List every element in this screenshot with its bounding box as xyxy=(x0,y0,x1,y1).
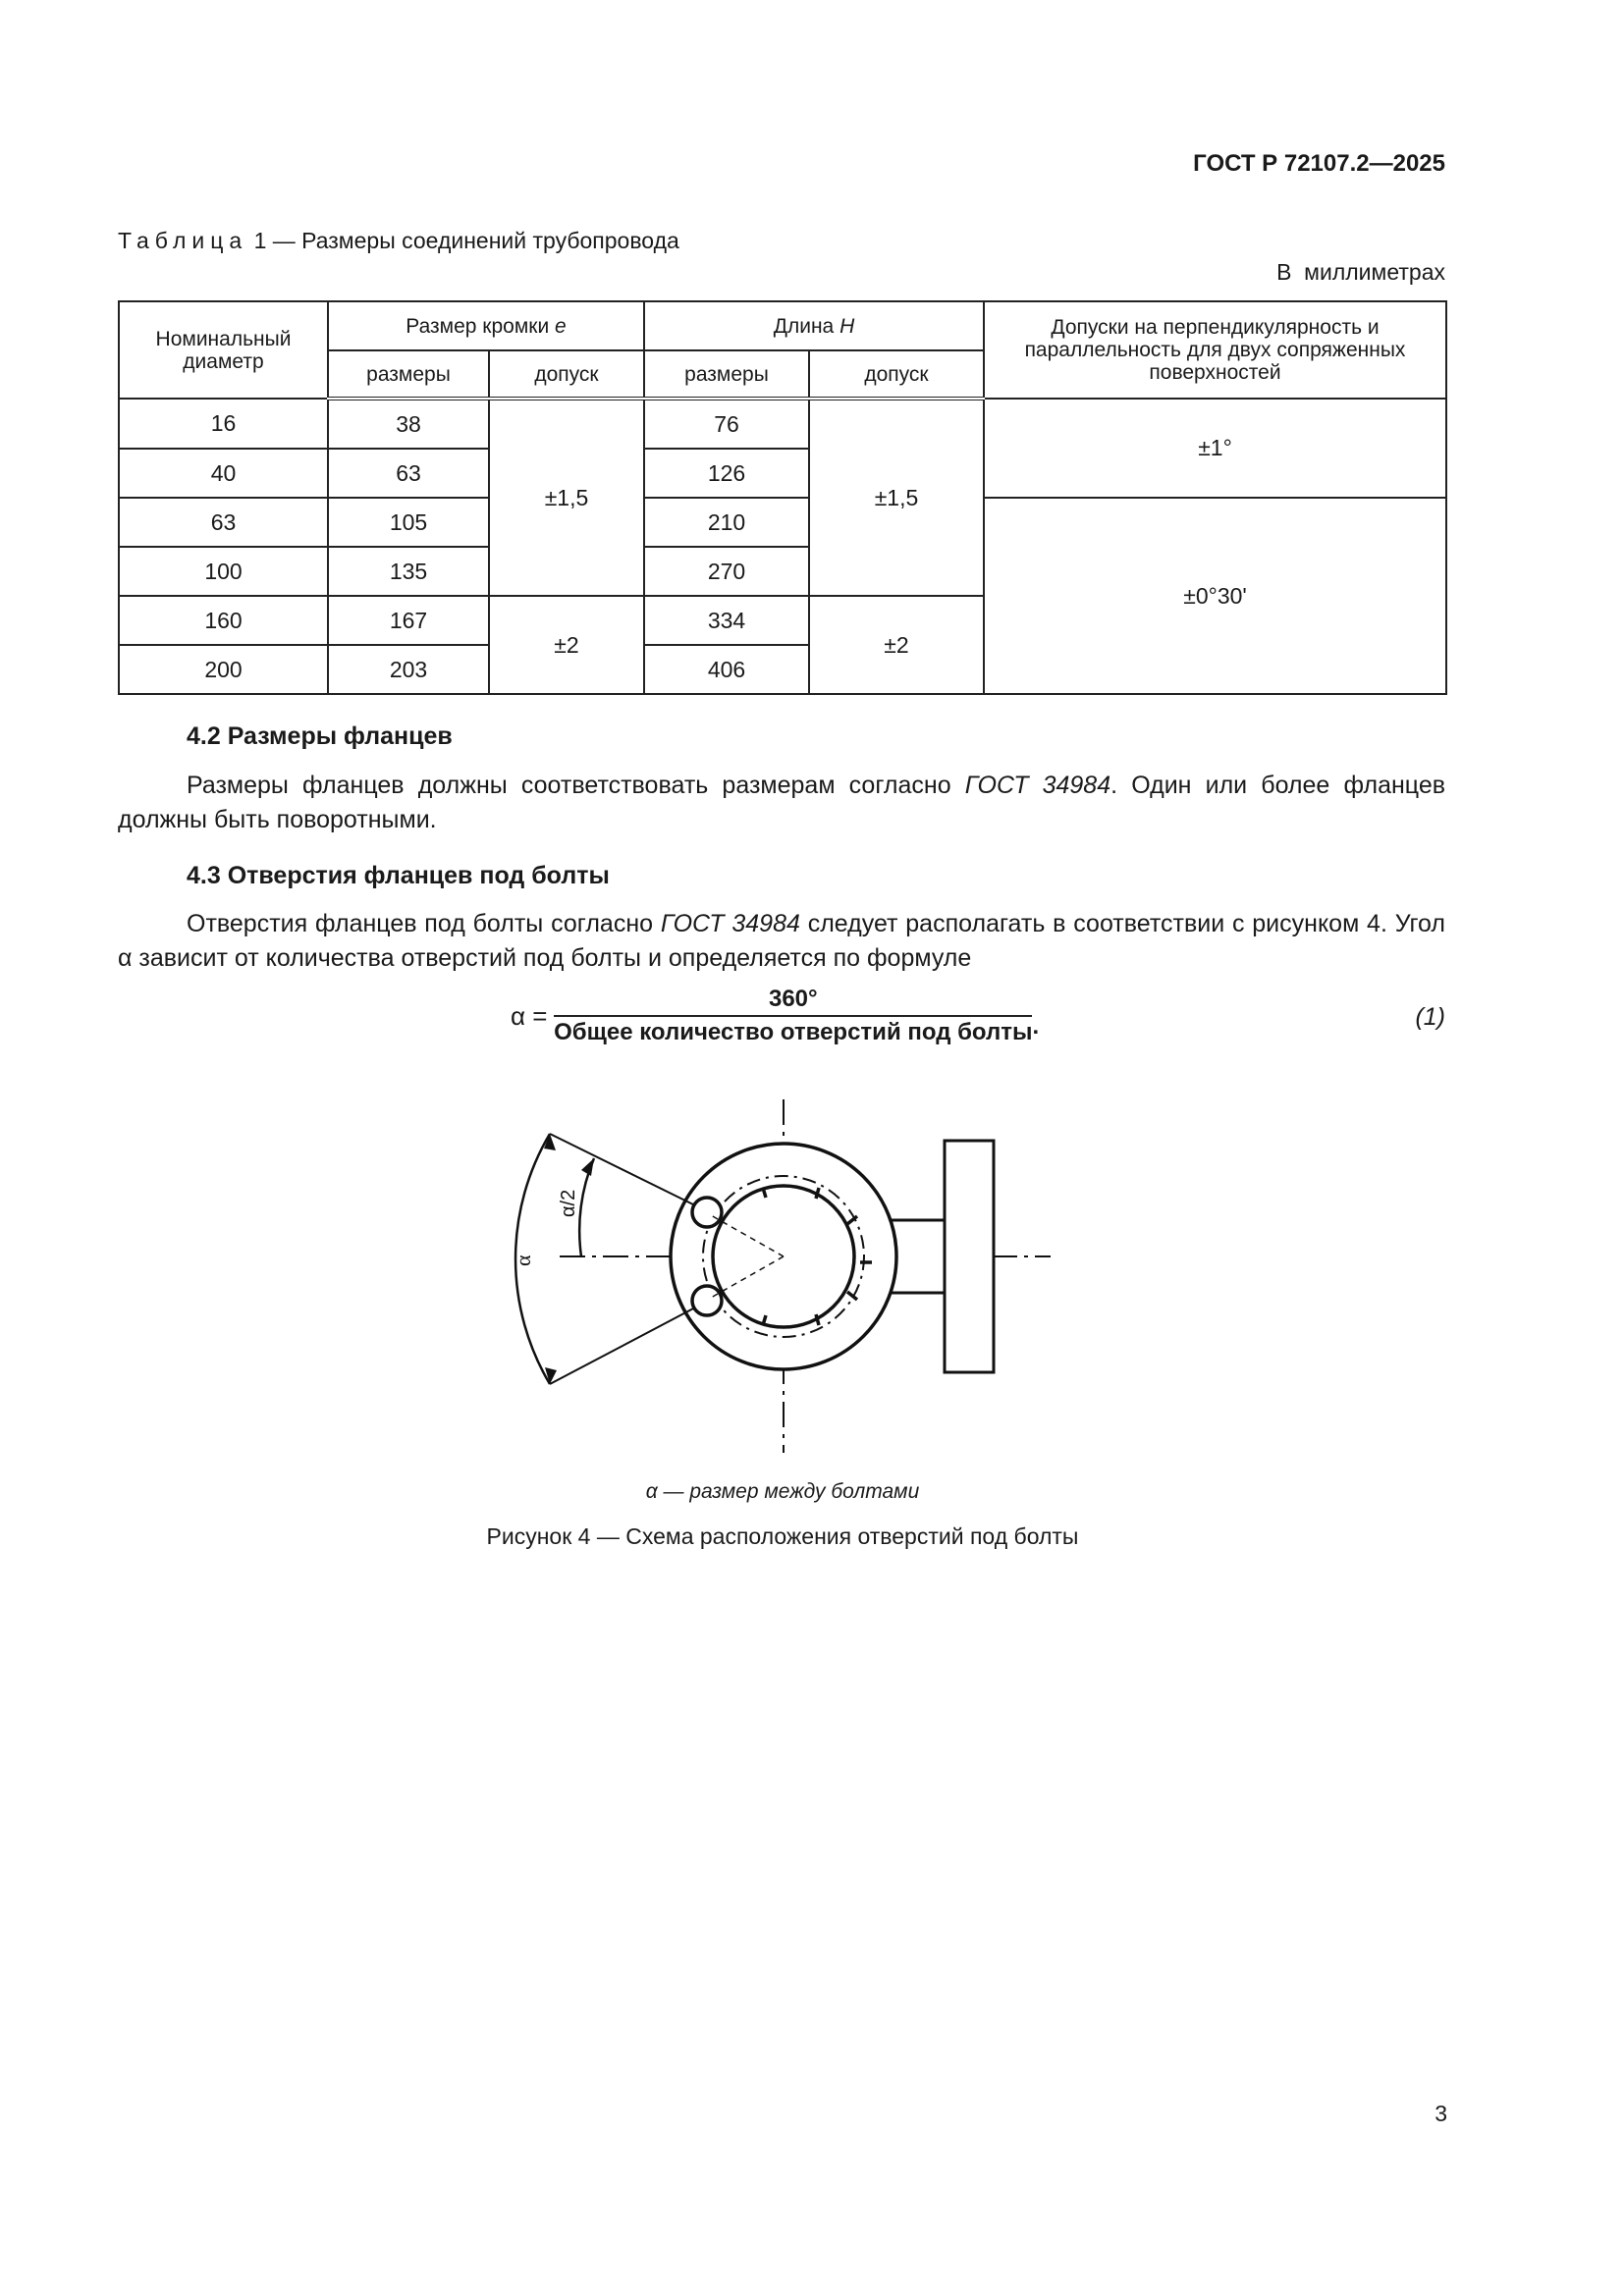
page-number: 3 xyxy=(1435,2101,1447,2126)
cell-e: 203 xyxy=(328,645,489,694)
section-4-3-heading: 4.3 Отверстия фланцев под болты xyxy=(187,862,610,889)
header-tolerances: Допуски на перпендикулярность и параллельность для двух сопряженных поверхностей xyxy=(984,301,1446,399)
table-row xyxy=(119,498,1446,547)
half-alpha-arrow xyxy=(581,1158,594,1176)
formula-denominator: Общее количество отверстий под болты xyxy=(554,1019,1033,1045)
header-length-sizes: размеры xyxy=(644,350,809,399)
half-alpha-label: α/2 xyxy=(558,1189,579,1217)
table-units: В миллиметрах xyxy=(1276,259,1445,285)
formula-numerator: 360° xyxy=(554,986,1032,1017)
section-4-2-paragraph: Размеры фланцев должны соответствовать размерам согласно ГОСТ 34984. Один или более фланцев должны быть поворотными. xyxy=(118,772,1446,833)
extension-line-lower xyxy=(550,1308,695,1384)
flange-bolt-diagram xyxy=(471,1090,1080,1463)
formula: α = 360° Общее количество отверстий под болты . xyxy=(511,986,1040,1045)
cell-perp-tolerance: ±1° xyxy=(984,399,1446,498)
cell-e-tolerance: ±1,5 xyxy=(489,399,644,596)
cell-e: 167 xyxy=(328,596,489,645)
cell-dn: 160 xyxy=(119,596,328,645)
cell-dn: 200 xyxy=(119,645,328,694)
cell-h-tolerance: ±2 xyxy=(809,596,984,694)
cell-dn: 63 xyxy=(119,498,328,547)
cell-dn: 16 xyxy=(119,399,328,449)
header-edge-sizes: размеры xyxy=(328,350,489,399)
document-code: ГОСТ Р 72107.2—2025 xyxy=(1193,150,1445,177)
bolt-hole-lower xyxy=(692,1286,722,1315)
cell-h: 126 xyxy=(644,449,809,498)
formula-lhs: α = xyxy=(511,1000,548,1031)
cell-e: 63 xyxy=(328,449,489,498)
header-nominal-diameter: Номинальный диаметр xyxy=(119,301,328,399)
cell-h-tolerance: ±1,5 xyxy=(809,399,984,596)
cell-dn: 100 xyxy=(119,547,328,596)
alpha-label: α xyxy=(511,1255,535,1266)
cell-e-tolerance: ±2 xyxy=(489,596,644,694)
table-caption-text: 1 — Размеры соединений трубопровода xyxy=(253,228,679,253)
figure-caption: Рисунок 4 — Схема расположения отверстий под болты xyxy=(486,1523,1079,1549)
cell-h: 406 xyxy=(644,645,809,694)
formula-number: (1) xyxy=(1415,1003,1445,1031)
end-flange xyxy=(945,1141,994,1372)
header-length-tolerance: допуск xyxy=(809,350,984,399)
cell-e: 135 xyxy=(328,547,489,596)
cell-h: 334 xyxy=(644,596,809,645)
bolt-hole-upper xyxy=(692,1198,722,1227)
dimensions-table xyxy=(118,300,1447,695)
cell-h: 76 xyxy=(644,399,809,449)
header-edge-size: Размер кромки e xyxy=(328,301,644,350)
section-4-3-paragraph: Отверстия фланцев под болты согласно ГОСТ 34984 следует располагать в соответствии с рисунком 4. Угол α зависит от количества отверстий под болты и определяется по формуле xyxy=(118,910,1445,972)
cell-h: 210 xyxy=(644,498,809,547)
table-caption-label: Таблица xyxy=(118,228,248,253)
figure-legend: α — размер между болтами xyxy=(645,1480,920,1503)
cell-perp-tolerance: ±0°30' xyxy=(984,498,1446,694)
section-4-2-heading: 4.2 Размеры фланцев xyxy=(187,722,453,750)
header-edge-tolerance: допуск xyxy=(489,350,644,399)
table-row xyxy=(119,399,1446,449)
cell-h: 270 xyxy=(644,547,809,596)
formula-fraction xyxy=(554,986,1032,1046)
table-caption xyxy=(118,228,679,254)
cell-e: 38 xyxy=(328,399,489,449)
cell-dn: 40 xyxy=(119,449,328,498)
header-length: Длина H xyxy=(644,301,984,350)
cell-e: 105 xyxy=(328,498,489,547)
